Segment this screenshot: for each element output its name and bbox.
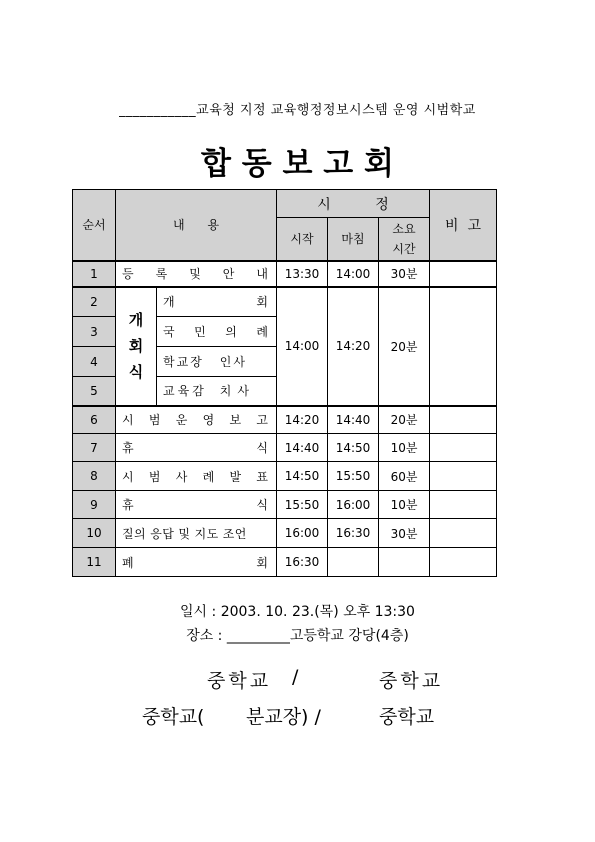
row-note [430, 519, 497, 548]
row-number: 2 [73, 287, 116, 317]
row-start: 14:20 [277, 406, 328, 434]
row-duration: 20분 [379, 406, 430, 434]
row-number: 11 [73, 548, 116, 577]
opening-start: 14:00 [277, 287, 328, 406]
row-end: 14:50 [328, 434, 379, 462]
opening-duration: 20분 [379, 287, 430, 406]
row-note [430, 548, 497, 577]
row-start: 15:50 [277, 491, 328, 519]
opening-end: 14:20 [328, 287, 379, 406]
row-content: 교 육 감 치 사 [157, 377, 277, 406]
opening-group-label: 개 회 식 [116, 287, 157, 406]
school-name: 중학교( [142, 706, 205, 728]
row-content: 휴 식 [116, 434, 277, 462]
row-number: 1 [73, 261, 116, 287]
row-content: 휴 식 [116, 491, 277, 519]
row-content: 국 민 의 례 [157, 317, 277, 347]
header-time-group: 시 정 [277, 190, 430, 218]
row-content [116, 261, 277, 287]
row-number: 3 [73, 317, 116, 347]
row-start: 16:30 [277, 548, 328, 577]
row-note [430, 287, 497, 406]
header-start: 시작 [277, 218, 328, 261]
header-order: 순서 [73, 190, 116, 261]
row-number: 5 [73, 377, 116, 406]
row-number: 8 [73, 462, 116, 491]
page-title: 합 동 보 고 회 [201, 146, 394, 182]
row-end: 14:00 [328, 261, 379, 287]
place-line: 장소 : _________고등학교 강당(4층) [186, 628, 409, 644]
header-end: 마침 [328, 218, 379, 261]
header-duration: 소요 시간 [379, 218, 430, 261]
row-note [430, 462, 497, 491]
school-name: 중학교 [379, 670, 444, 692]
header-content: 내 용 [116, 190, 277, 261]
row-note [430, 406, 497, 434]
row-duration: 10분 [379, 434, 430, 462]
date-line: 일시 : 2003. 10. 23.(목) 오후 13:30 [180, 604, 415, 620]
school-name: 중학교 [207, 670, 272, 692]
row-end: 14:40 [328, 406, 379, 434]
row-number: 6 [73, 406, 116, 434]
row-duration [379, 548, 430, 577]
separator-slash: / [292, 666, 299, 688]
school-name: 중학교 [379, 706, 435, 728]
row-number: 9 [73, 491, 116, 519]
schedule-table [72, 189, 497, 577]
row-start: 14:50 [277, 462, 328, 491]
row-duration: 10분 [379, 491, 430, 519]
row-start: 13:30 [277, 261, 328, 287]
row-content: 개 회 [157, 287, 277, 317]
row-number: 4 [73, 347, 116, 377]
row-number: 7 [73, 434, 116, 462]
row-content: 질의 응답 및 지도 조언 [116, 519, 277, 548]
row-start: 14:40 [277, 434, 328, 462]
row-duration: 60분 [379, 462, 430, 491]
row-end: 16:30 [328, 519, 379, 548]
row-content: 학 교 장 인 사 [157, 347, 277, 377]
content-spread: 등 록 및 안 내 [122, 267, 268, 281]
row-duration: 30분 [379, 261, 430, 287]
row-duration: 30분 [379, 519, 430, 548]
row-content: 폐 회 [116, 548, 277, 577]
row-content: 시 범 운 영 보 고 [116, 406, 277, 434]
header-line: ___________교육청 지정 교육행정정보시스템 운영 시범학교 [119, 103, 476, 118]
row-start: 16:00 [277, 519, 328, 548]
header-note: 비 고 [430, 190, 497, 261]
row-number: 10 [73, 519, 116, 548]
row-end: 15:50 [328, 462, 379, 491]
row-content: 시 범 사 례 발 표 [116, 462, 277, 491]
row-note [430, 491, 497, 519]
branch-school-name: 분교장) / [246, 706, 321, 728]
row-end [328, 548, 379, 577]
row-end: 16:00 [328, 491, 379, 519]
row-note [430, 434, 497, 462]
row-note [430, 261, 497, 287]
